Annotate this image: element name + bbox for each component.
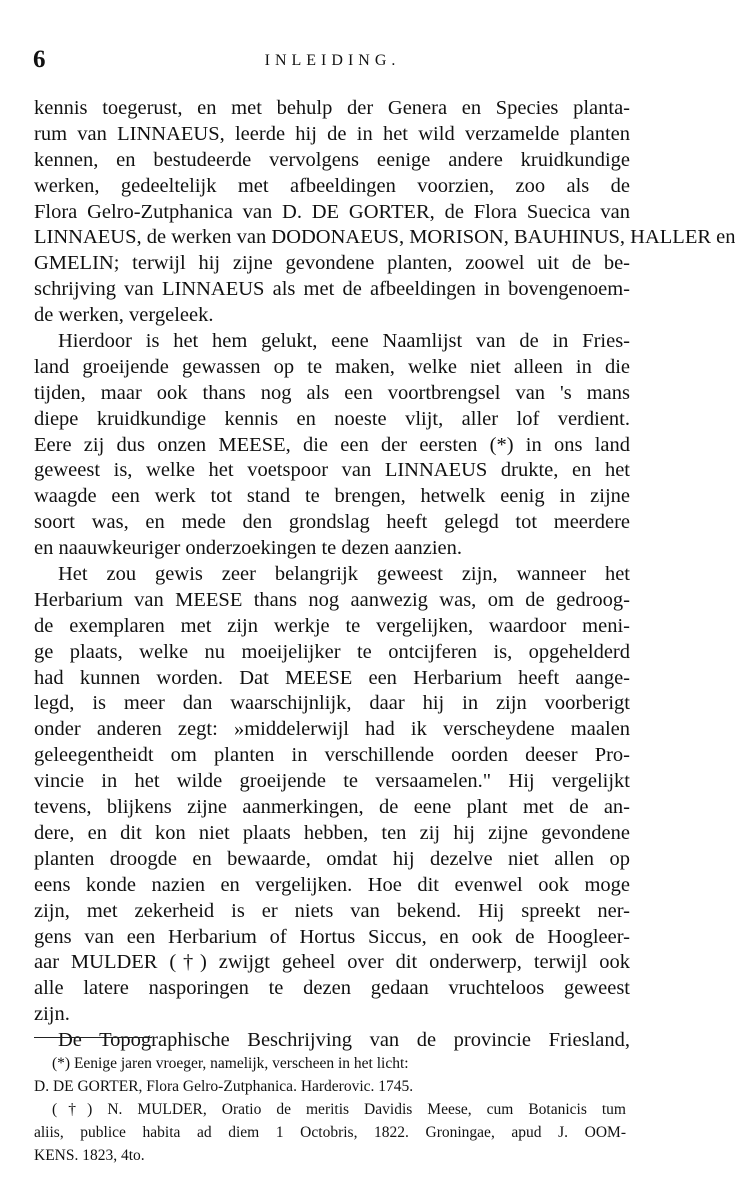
text-line: planten droogde en bewaarde, omdat hij dezelve niet allen op xyxy=(34,847,630,870)
running-title: INLEIDING. xyxy=(264,52,401,69)
text-line: schrijving van LINNAEUS als met de afbeeldingen in bovengenoem- xyxy=(34,278,630,301)
text-line: dere, en dit kon niet plaats hebben, ten zij hij zijne gevondene xyxy=(34,821,630,844)
body-text xyxy=(34,96,735,1054)
text-line: LINNAEUS, de werken van DODONAEUS, MORISON, BAUHINUS, HALLER en xyxy=(34,226,735,249)
footnote-line: KENS. 1823, 4to. xyxy=(34,1147,145,1164)
text-line: waagde een werk tot stand te brengen, hetwelk eenig in zijne xyxy=(34,485,630,508)
text-line: en naauwkeuriger onderzoekingen te dezen aanzien. xyxy=(34,537,462,560)
footnote-line: D. DE GORTER, Flora Gelro-Zutphanica. Harderovic. 1745. xyxy=(34,1078,414,1095)
text-line: zijn, met zekerheid is er niets van bekend. Hij spreekt ner- xyxy=(34,899,630,922)
text-line: had kunnen worden. Dat MEESE een Herbarium heeft aange- xyxy=(34,666,630,689)
text-line: Eere zij dus onzen MEESE, die een der eersten (*) in ons land xyxy=(34,433,630,456)
text-line: gens van een Herbarium of Hortus Siccus, en ook de Hoogleer- xyxy=(34,925,630,948)
text-line: vincie in het wilde groeijende te versaamelen." Hij vergelijkt xyxy=(34,770,630,793)
text-line: kennen, en bestudeerde vervolgens eenige andere kruidkundige xyxy=(34,148,630,171)
text-line: tijden, maar ook thans nog als een voortbrengsel van 's mans xyxy=(34,381,630,404)
text-line: geweest is, welke het voetspoor van LINNAEUS drukte, en het xyxy=(34,459,630,482)
text-line: aar MULDER (†) zwijgt geheel over dit onderwerp, terwijl ook xyxy=(34,951,630,974)
text-line: kennis toegerust, en met behulp der Genera en Species planta- xyxy=(34,97,630,119)
text-line: zijn. xyxy=(34,1003,70,1026)
text-line: soort was, en mede den grondslag heeft gelegd tot meerdere xyxy=(34,511,630,534)
text-line: de exemplaren met zijn werkje te vergelijken, waardoor meni- xyxy=(34,614,630,637)
footnotes xyxy=(34,1052,626,1167)
text-line: Flora Gelro-Zutphanica van D. DE GORTER, de Flora Suecica van xyxy=(34,200,630,223)
text-line: GMELIN; terwijl hij zijne gevondene planten, zoowel uit de be- xyxy=(34,252,630,275)
text-line: onder anderen zegt: »middelerwijl had ik verscheydene maalen xyxy=(34,718,630,741)
footnote-rule xyxy=(34,1037,152,1038)
text-line: alle latere nasporingen te dezen gedaan vruchteloos geweest xyxy=(34,977,630,1000)
text-line: rum van LINNAEUS, leerde hij de in het wild verzamelde planten xyxy=(34,122,630,145)
text-line: geleegentheidt om planten in verschillende oorden deeser Pro- xyxy=(34,744,630,767)
text-line: Herbarium van MEESE thans nog aanwezig was, om de gedroog- xyxy=(34,588,630,611)
text-line: diepe kruidkundige kennis en noeste vlijt, aller lof verdient. xyxy=(34,407,630,430)
text-line: land groeijende gewassen op te maken, welke niet alleen in die xyxy=(34,355,630,378)
footnote-line: aliis, publice habita ad diem 1 Octobris, 1822. Groningae, apud J. OOM- xyxy=(34,1124,626,1141)
text-line: legd, is meer dan waarschijnlijk, daar hij in zijn voorberigt xyxy=(34,692,630,715)
text-line: Hierdoor is het hem gelukt, eene Naamlijst van de in Fries- xyxy=(58,330,630,353)
text-line: de werken, vergeleek. xyxy=(34,304,214,327)
text-line: ge plaats, welke nu moeijelijker te ontcijferen is, opgehelderd xyxy=(34,640,630,663)
text-line: De Topographische Beschrijving van de provincie Friesland, xyxy=(58,1029,630,1052)
text-line: tevens, blijkens zijne aanmerkingen, de eene plant met de an- xyxy=(34,796,630,819)
text-line: Het zou gewis zeer belangrijk geweest zijn, wanneer het xyxy=(58,563,630,586)
page-number: 6 xyxy=(33,46,46,73)
page-header xyxy=(0,46,665,76)
footnote-line: (*) Eenige jaren vroeger, namelijk, verscheen in het licht: xyxy=(52,1055,409,1072)
footnote-line: (†) N. MULDER, Oratio de meritis Davidis Meese, cum Botanicis tum xyxy=(52,1101,626,1118)
text-line: werken, gedeeltelijk met afbeeldingen voorzien, zoo als de xyxy=(34,174,630,197)
text-line: eens konde nazien en vergelijken. Hoe dit evenwel ook moge xyxy=(34,873,630,896)
